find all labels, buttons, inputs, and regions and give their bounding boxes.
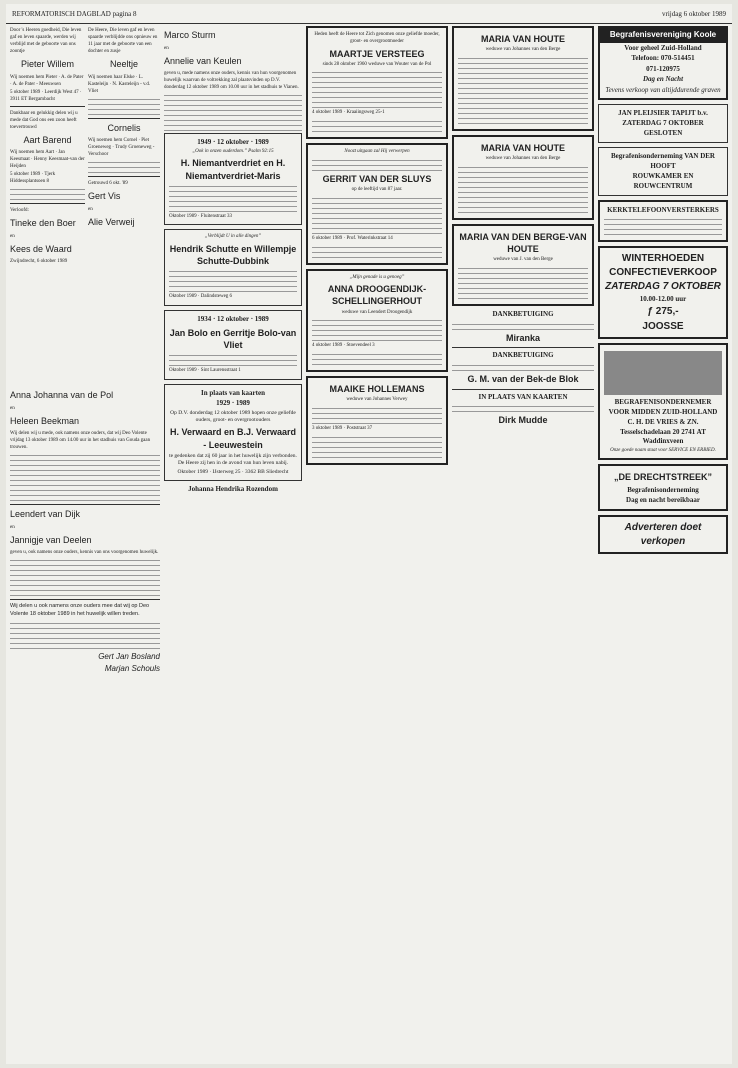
- column-5: [452, 26, 594, 1062]
- wedding-ad-small: Getrouwd 6 okt. '89 Gert Vis en Alie Verweij: [88, 181, 135, 227]
- wedding-ad-sturm: Marco Sturm en Annelie van Keulen geven u, mede namens onze ouders, kennis van hun voorgenomen huwelijk waarvan de voltrekking zal plaatsvinden op D.V. donderdag 12 oktober 1989 om 10.00 uur in het stadhuis te Vianen.: [164, 29, 302, 131]
- birth-ad-4: Cornelis Wij noemen hem Cornel · Piet Groeneweg · Trudy Groeneweg - Verschoor: [88, 122, 160, 174]
- ad-koole: Begrafenisvereniging Koole Voor geheel Zuid-Holland Telefoon: 070-514451 071-120975 Dag en Nacht Tevens verkoop van altijddurende graven: [598, 26, 728, 100]
- child-name: Aart Barend: [23, 134, 72, 145]
- header-left: REFORMATORISCH DAGBLAD pagina 8: [12, 9, 137, 18]
- anniversary-ad-4: In plaats van kaarten 1929 · 1989 Op D.V. donderdag 12 oktober 1989 hopen onze geliefde ouders, groot- en overgrootouders H. Verwaard en B.J. Verwaard - Leeuwestein te gedenken dat zij 60 jaar in het huwelijk zijn verbonden. De Heere zij hen in de avond van hun leven nabij. Oktober 1989 · IJsterweg 25 · 3362 BB Sliedrecht: [164, 384, 302, 481]
- death-ad-1: Heden heeft de Heere tot Zich genomen onze geliefde moeder, groot- en overgrootmoeder MAARTJE VERSTEEG sinds 28 oktober 1960 weduwe van Wouter van de Pol 4 oktober 1989 · Kraaiingsweg 25-1: [306, 26, 448, 139]
- wedding-ad-3: Wij delen u ook namens onze ouders mee dat wij op Deo Volente 18 oktober 1989 in het huwelijk willen treden. Gert Jan Bosland Marjan Schouls: [10, 603, 160, 673]
- birth-ad-2: Dankbaar en gelukkig delen wij u mede dat God ons een zoon heeft toevertrouwd Aart Barend Wij noemen hem Aart · Jan Keesmaat · Henny Keesmaat-van der Heijden 5 oktober 1989 · Tjerk Hiddessplantsoen 8: [10, 110, 85, 201]
- anniversary-ad-1: 1949 · 12 oktober · 1989 „Ook in onzen ouderdom.” Psalm 92:15 H. Niemantverdriet en H. Niemantverdriet-Maris Oktober 1989 · Fluitenstraat 33: [164, 133, 302, 225]
- anniversary-ad-2: „Verblijdt U in alle dingen” Hendrik Schutte en Willempje Schutte-Dubbink Oktober 1989 · Dalindsteweg 6: [164, 229, 302, 306]
- thanks-ad-2: DANKBETUIGING G. M. van der Bek-de Blok: [452, 351, 594, 385]
- death-ad-4: MAAIKE HOLLEMANS weduwe van Johannes Verwey 3 oktober 1989 · Poststraat 37: [306, 376, 448, 465]
- ad-winterhoeden: WINTERHOEDEN CONFECTIEVERKOOP ZATERDAG 7 OKTOBER 10.00-12.00 uur ƒ 275,- JOOSSE: [598, 246, 728, 339]
- death-ad-5: MARIA VAN HOUTE weduwe van Johannes van den Berge: [452, 26, 594, 131]
- page-header: [6, 4, 732, 24]
- wedding-announcements: [10, 386, 160, 1046]
- death-ad-rozendom: Johanna Hendrika Rozendom: [188, 484, 278, 493]
- child-name: Pieter Willem: [20, 59, 74, 69]
- wedding-ad-2: Leendert van Dijk en Jannigje van Deelen geven u, ook namens onze ouders, kennis van ons voorgenomen huwelijk.: [10, 508, 160, 596]
- thanks-ad-1: DANKBETUIGING Miranka: [452, 310, 594, 344]
- ad-de-vries: BEGRAFENISONDERNEMER VOOR MIDDEN ZUID-HOLLAND C. H. DE VRIES & ZN. Tesselschadelaan 20 2741 AT Waddinxveen Onze goede naam staat voor SERVICE EN ERBIED.: [598, 343, 728, 460]
- engagement-ad: Verloofd: Tineke den Boer en Kees de Waard Zwijndrecht, 6 oktober 1989: [10, 208, 76, 265]
- death-ad-7: MARIA VAN DEN BERGE-VAN HOUTE weduwe van J. van den Berge: [452, 224, 594, 306]
- death-ad-6: MARIA VAN HOUTE weduwe van Johannes van den Berge: [452, 135, 594, 220]
- ad-pleijsier: JAN PLEIJSIER TAPIJT b.v. ZATERDAG 7 OKTOBER GESLOTEN: [598, 104, 728, 143]
- building-photo: [604, 351, 722, 395]
- wedding-ad-1: Anna Johanna van de Pol en Heleen Beekman Wij delen wij u mede, ook namens onze ouders, dat wij Deo Volente vrijdag 13 oktober 1989 om 14.00 uur in het stadhuis van Gouda gaan trouwen.: [10, 389, 160, 501]
- ad-adverteren: Adverteren doet verkopen: [598, 515, 728, 554]
- column-4: [306, 26, 448, 1062]
- newspaper-page: [6, 4, 732, 1064]
- death-ad-2: Noozt uitgaan zal Hij verwerpen GERRIT VAN DER SLUYS op de leeftijd van 87 jaar. 6 oktober 1989 · Prof. Waterinkstraat 14: [306, 143, 448, 264]
- column-6-ads: [598, 26, 728, 1062]
- ad-van-der-hooft: Begrafenisonderneming VAN DER HOOFT ROUWKAMER EN ROUWCENTRUM: [598, 147, 728, 196]
- death-ad-3: „Mijn genade is u genoeg” ANNA DROOGENDIJK-SCHELLINGERHOUT weduwe van Leendert Droogendijk 4 oktober 1989 · Stoevendeel 3: [306, 269, 448, 373]
- thanks-ad-3: IN PLAATS VAN KAARTEN Dirk Mudde: [452, 393, 594, 427]
- ad-drechtstreek: „DE DRECHTSTREEK” Begrafenisonderneming Dag en nacht bereikbaar: [598, 464, 728, 511]
- column-2: [88, 26, 160, 406]
- header-right: vrijdag 6 oktober 1989: [662, 9, 726, 18]
- ad-kerktelefoon: KERKTELEFOONVERSTERKERS: [598, 200, 728, 242]
- column-3: [164, 26, 302, 1062]
- birth-ad-3: De Heere, Die leven gaf en leven spaarde verblijdde ons opnieuw en 11 jaar met de geboorte van een dochter en zusje Neeltje Wij noemen haar Elske · L. Kasteleijn · N. Kasteleijn - v.d. Vliet: [88, 27, 160, 115]
- birth-ad-1: Door 's Heeren goedheid, Die leven gaf en leven spaarde, werden wij verblijd met de geboorte van ons zoontje Pieter Willem Wij noemen hem Pieter · A. de Pater · A. de Pater - Meeuwsen 5 oktober 1989 · Leerdijk West 47 · 3911 ET Bergambacht: [10, 28, 84, 102]
- anniversary-ad-3: 1934 · 12 oktober · 1989 Jan Bolo en Gerritje Bolo-van Vliet Oktober 1989 · Sint Laurensstraat 1: [164, 310, 302, 379]
